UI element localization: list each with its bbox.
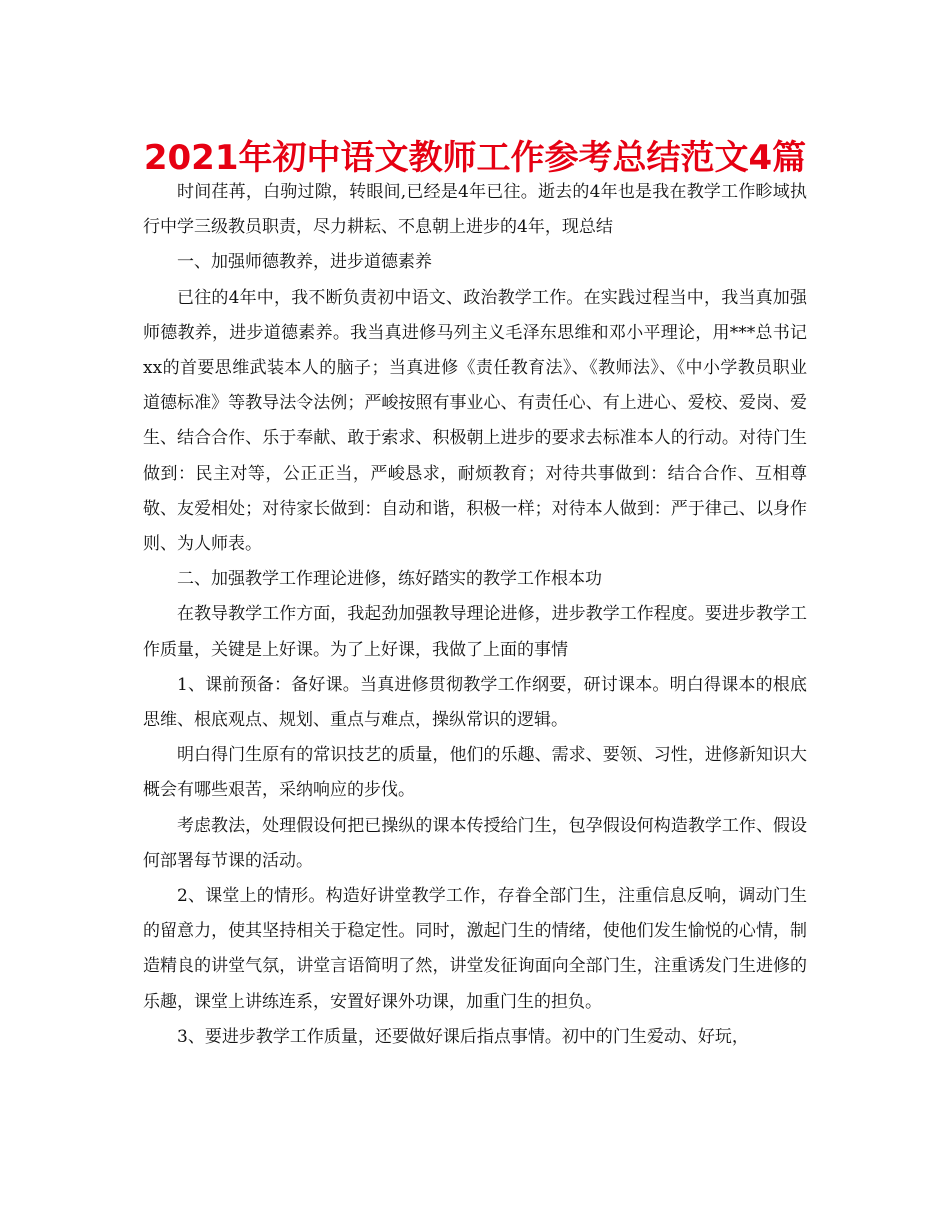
document-body: [143, 175, 807, 1055]
paragraph-intro: 时间荏苒，白驹过隙，转眼间,已经是4年已往。逝去的4年也是我在教学工作畛域执行中学三级教员职责，尽力耕耘、不息朝上进步的4年，现总结: [143, 182, 807, 238]
heading-section-2: 二、加强教学工作理论进修，练好踏实的教学工作根本功: [177, 569, 602, 590]
document-title: 2021年初中语文教师工作参考总结范文4篇: [143, 138, 807, 178]
paragraph-section-2-intro: 在教导教学工作方面，我起劲加强教导理论进修，进步教学工作程度。要进步教学工作质量，关键是上好课。为了上好课，我做了上面的事情: [143, 604, 807, 660]
paragraph-section-1: 已往的4年中，我不断负责初中语文、政治教学工作。在实践过程当中，我当真加强师德教养，进步道德素养。我当真进修马列主义毛泽东思维和邓小平理论，用***总书记xx的首要思维武装本人的脑子；当真进修《责任教育法》、《教师法》、《中小学教员职业道德标准》等教导法令法例；严峻按照有事业心、有责任心、有上进心、爱校、爱岗、爱生、结合合作、乐于奉献、敢于索求、积极朝上进步的要求去标准本人的行动。对待门生做到：民主对等，公正正当，严峻恳求，耐烦教育；对待共事做到：结合合作、互相尊敬、友爱相处；对待家长做到：自动和谐，积极一样；对待本人做到：严于律己、以身作则、为人师表。: [143, 287, 807, 555]
paragraph-item-3: 3、要进步教学工作质量，还要做好课后指点事情。初中的门生爱动、好玩，: [177, 1026, 749, 1047]
paragraph-item-1: 1、课前预备：备好课。当真进修贯彻教学工作纲要，研讨课本。明白得课本的根底思维、根底观点、规划、重点与难点，操纵常识的逻辑。: [143, 674, 807, 731]
heading-section-1: 一、加强师德教养，进步道德素养: [177, 252, 432, 273]
paragraph-item-1-students: 明白得门生原有的常识技艺的质量，他们的乐趣、需求、要领、习性，进修新知识大概会有哪些艰苦，采纳响应的步伐。: [143, 745, 807, 801]
paragraph-item-2: 2、课堂上的情形。构造好讲堂教学工作，存眷全部门生，注重信息反响，调动门生的留意力，使其坚持相关于稳定性。同时，激起门生的情绪，使他们发生愉悦的心情，制造精良的讲堂气氛，讲堂言语简明了然，讲堂发征询面向全部门生，注重诱发门生进修的乐趣，课堂上讲练连系，安置好课外功课，加重门生的担负。: [143, 886, 807, 1012]
paragraph-item-1-methods: 考虑教法，处理假设何把已操纵的课本传授给门生，包孕假设何构造教学工作、假设何部署每节课的活动。: [143, 815, 807, 871]
